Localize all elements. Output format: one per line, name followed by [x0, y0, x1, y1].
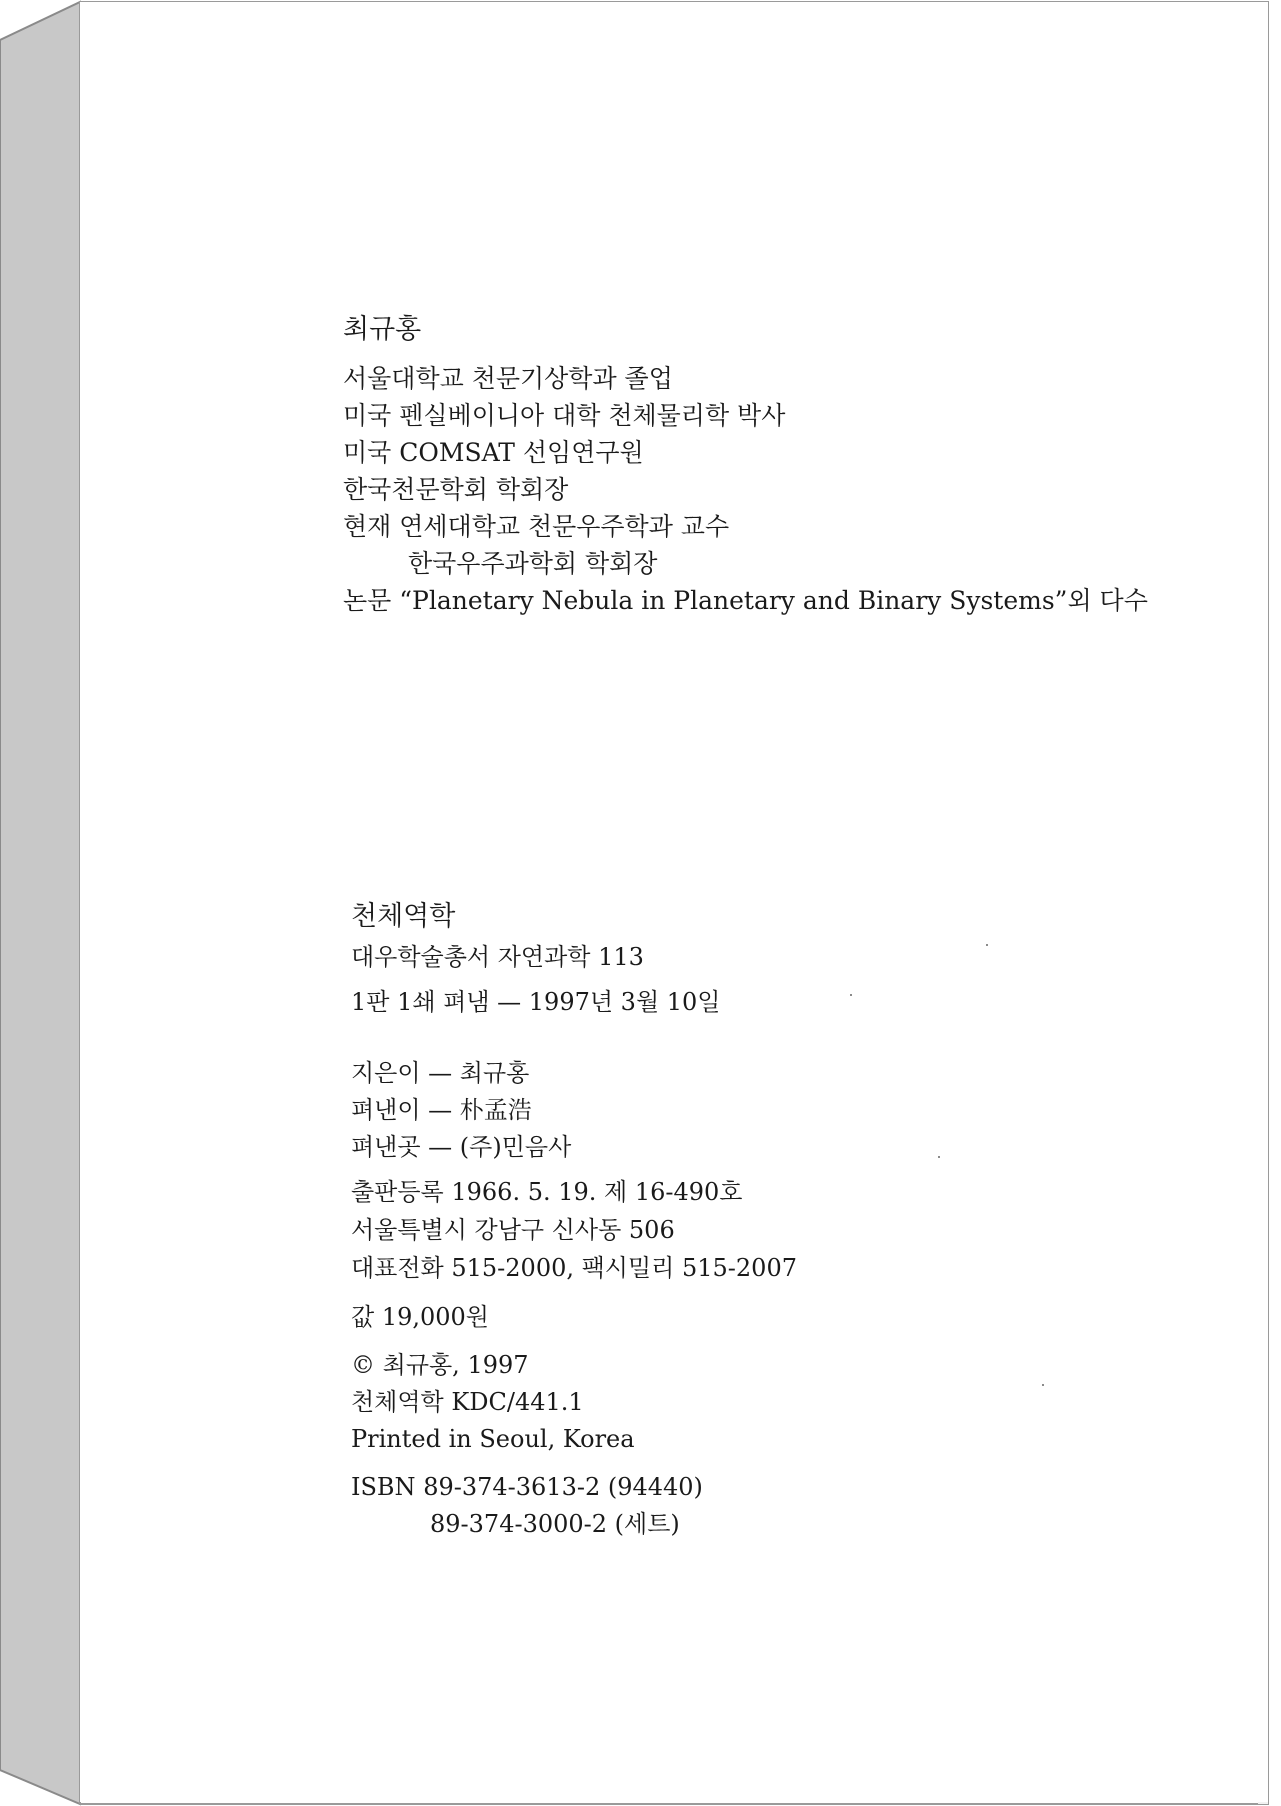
phone-line: 대표전화 515-2000, 팩시밀리 515-2007: [351, 1254, 797, 1282]
author-name: 최규홍: [343, 314, 422, 345]
scan-speck: [850, 994, 852, 996]
bio-line-education: 서울대학교 천문기상학과 졸업: [343, 364, 673, 393]
price-line: 값 19,000원: [351, 1303, 489, 1331]
author-credit: 지은이 — 최규홍: [351, 1059, 530, 1087]
bio-line-space-society: 한국우주과학회 학회장: [408, 549, 658, 578]
bio-line-phd: 미국 펜실베이니아 대학 천체물리학 박사: [343, 401, 786, 430]
bio-line-current-position: 현재 연세대학교 천문우주학과 교수: [343, 512, 730, 541]
isbn-line-set: 89-374-3000-2 (세트): [430, 1510, 680, 1538]
bio-line-papers: 논문 “Planetary Nebula in Planetary and Binary Systems”외 다수: [343, 586, 1148, 615]
edition-line: 1판 1쇄 펴냄 — 1997년 3월 10일: [351, 988, 721, 1016]
publisher-person-credit: 펴낸이 — 朴孟浩: [351, 1096, 532, 1124]
address-line: 서울특별시 강남구 신사동 506: [351, 1216, 675, 1244]
series-line: 대우학술총서 자연과학 113: [351, 943, 644, 971]
scan-speck: [986, 944, 988, 946]
scan-speck: [1042, 1384, 1044, 1386]
isbn-line-primary: ISBN 89-374-3613-2 (94440): [351, 1473, 703, 1501]
publisher-credit: 펴낸곳 — (주)민음사: [351, 1133, 572, 1161]
kdc-line: 천체역학 KDC/441.1: [351, 1388, 584, 1416]
scan-speck: [938, 1156, 940, 1158]
printed-line: Printed in Seoul, Korea: [351, 1425, 635, 1453]
book-title: 천체역학: [351, 901, 456, 932]
bio-line-society-president: 한국천문학회 학회장: [343, 475, 569, 504]
copyright-line: © 최규홍, 1997: [351, 1351, 529, 1379]
registration-line: 출판등록 1966. 5. 19. 제 16-490호: [351, 1178, 743, 1206]
bio-line-comsat: 미국 COMSAT 선임연구원: [343, 438, 644, 467]
